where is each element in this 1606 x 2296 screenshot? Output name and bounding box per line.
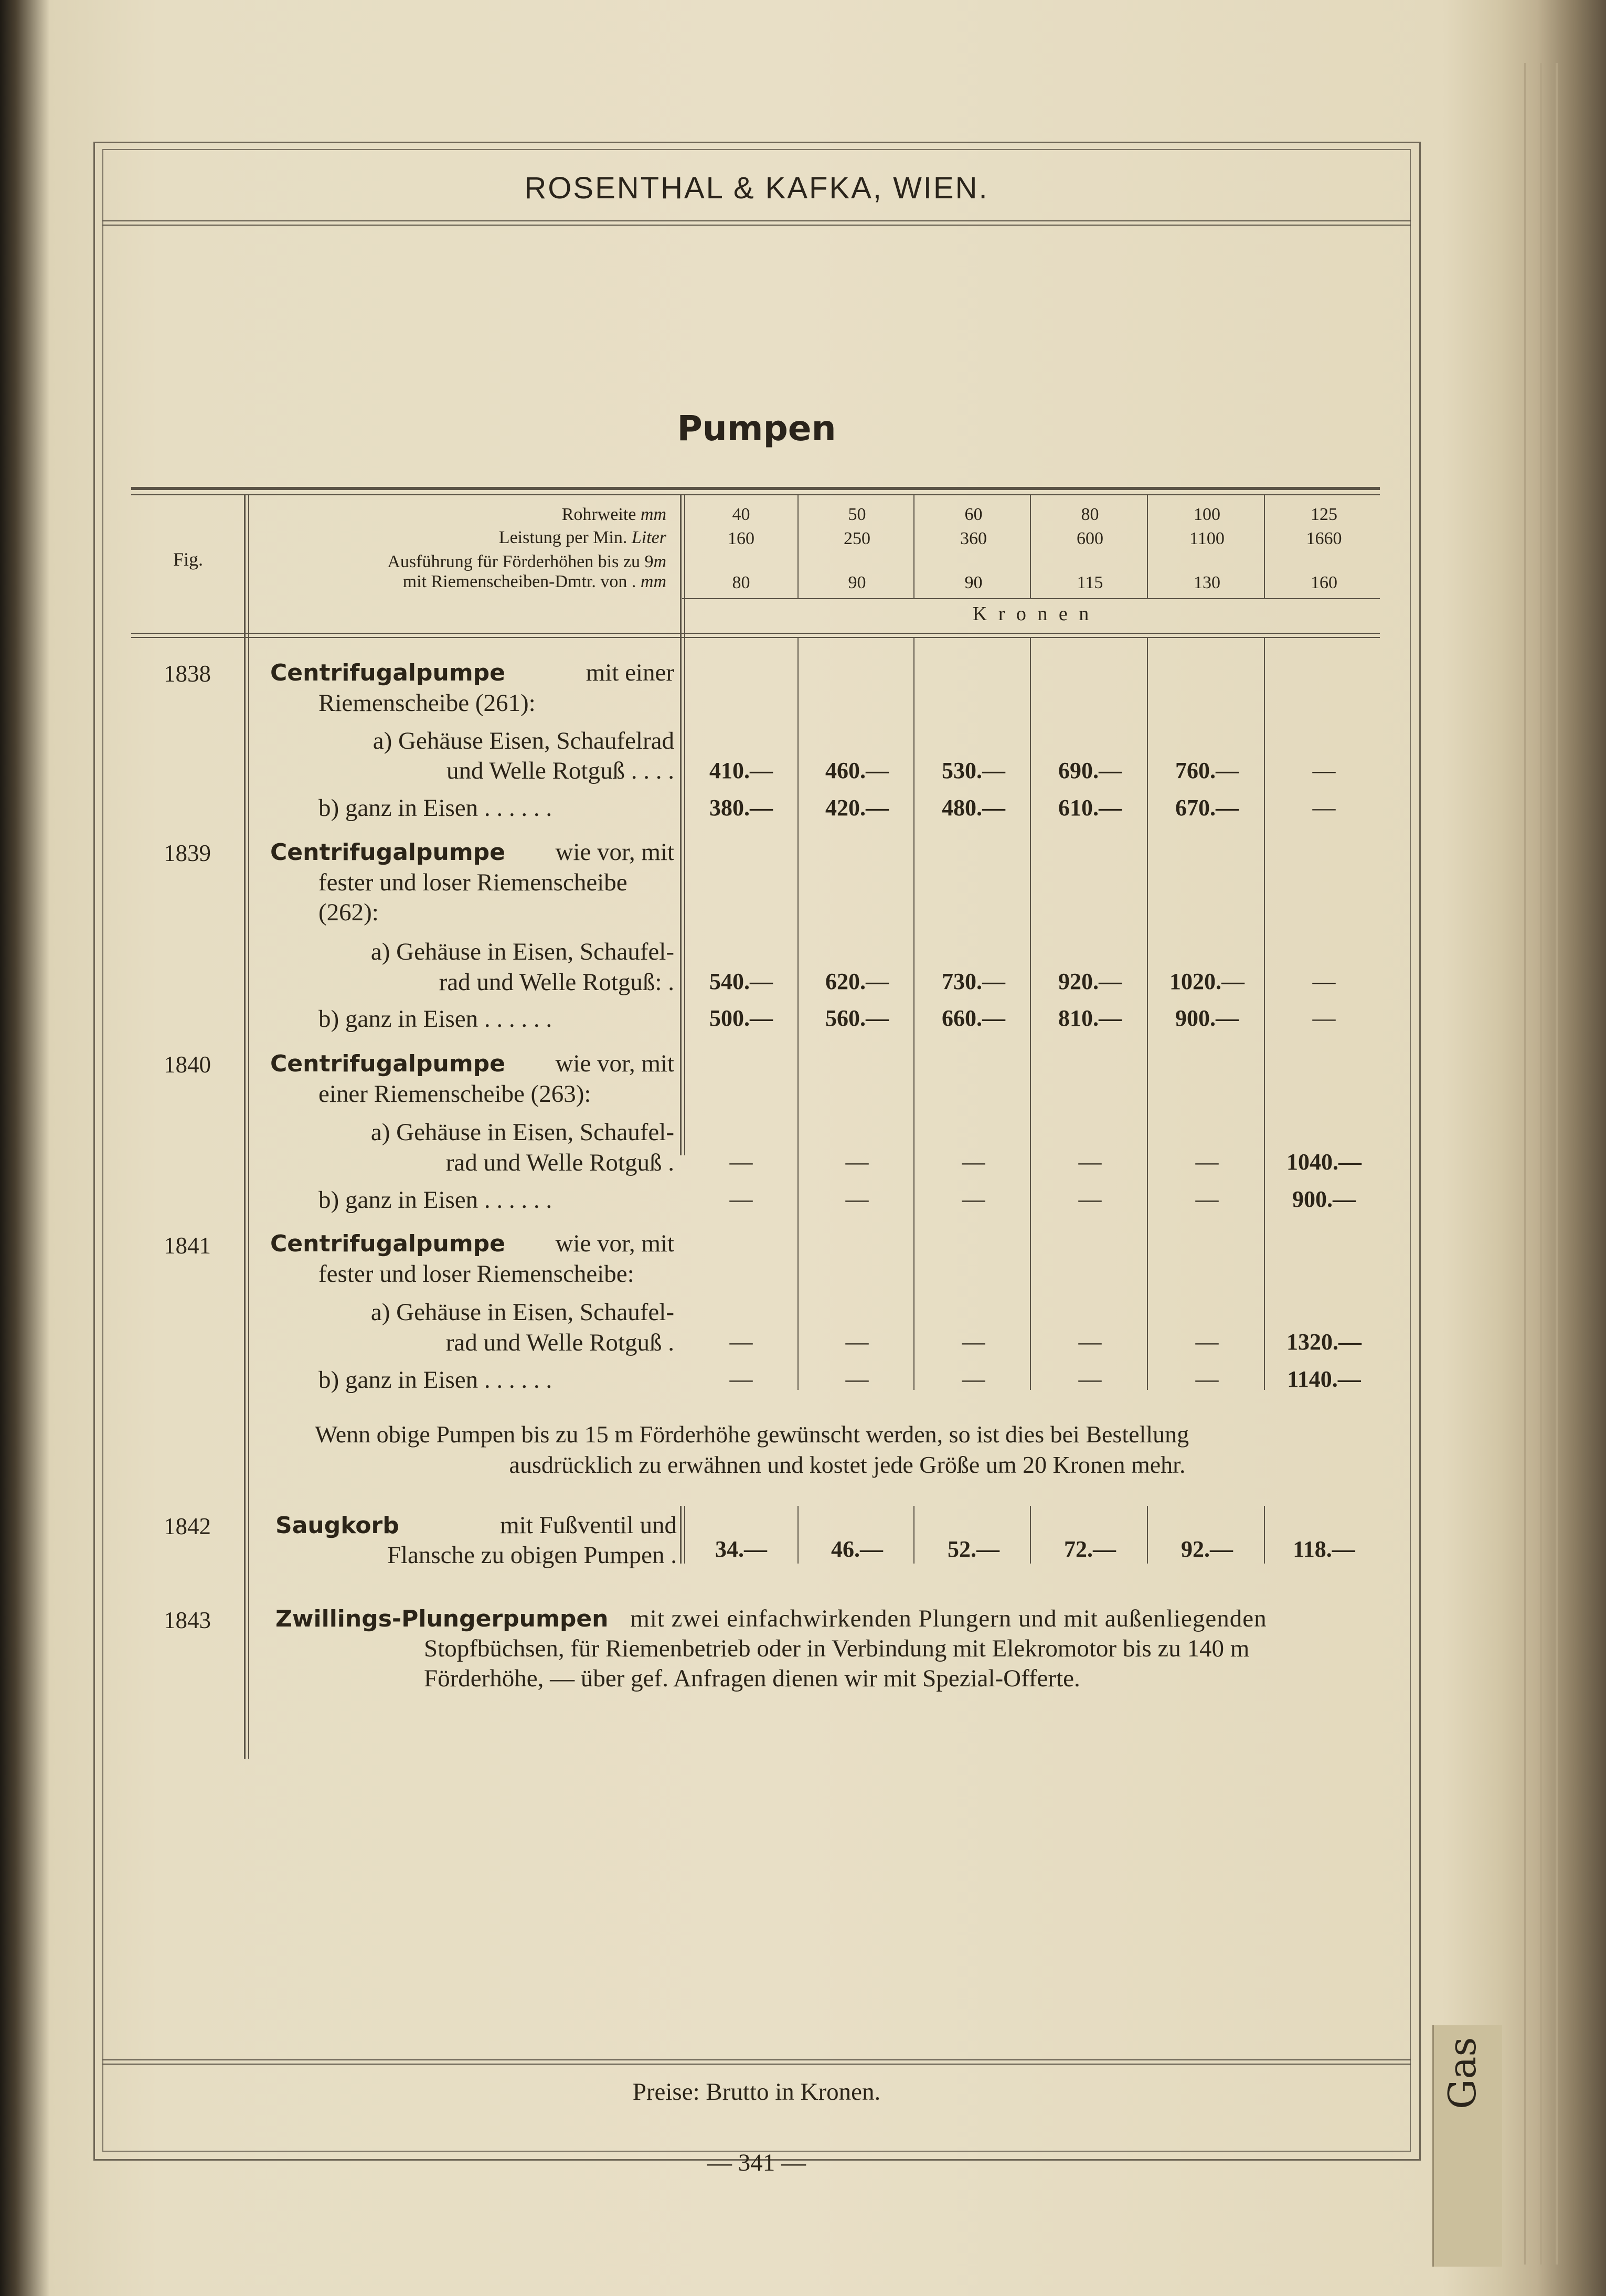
item-desc-line: fester und loser Riemenscheibe: (318, 1260, 634, 1288)
item-desc-line: Förderhöhe, — über gef. Anfragen dienen wir mit Spezial-Offerte. (424, 1665, 1080, 1692)
variant-b-line: b) ganz in Eisen . . . . . . (318, 1005, 552, 1033)
col-divider (913, 1506, 914, 1564)
rohrweite-value: 40 (732, 505, 750, 524)
price-cell: — (1195, 1149, 1219, 1175)
item-desc-line: Flansche zu obigen Pumpen . (387, 1542, 677, 1569)
price-cell: — (1078, 1149, 1102, 1175)
price-cell: — (845, 1149, 869, 1175)
price-cell: 1040.— (1286, 1149, 1362, 1175)
price-cell: 46.— (831, 1536, 883, 1562)
riemenscheibe-value: 90 (964, 573, 983, 592)
price-cell: — (1078, 1329, 1102, 1355)
variant-a-line: und Welle Rotguß . . . . (446, 757, 674, 784)
price-cell: 530.— (942, 758, 1005, 783)
price-cell: — (845, 1366, 869, 1392)
price-cell: 660.— (942, 1005, 1005, 1031)
fig-number: 1842 (164, 1513, 211, 1539)
price-cell: 920.— (1058, 969, 1122, 994)
item-desc-line: Riemenscheibe (261): (318, 689, 536, 717)
item-title-line: Centrifugalpumpe wie vor, mit (270, 1050, 674, 1077)
fig-column-header: Fig. (173, 549, 204, 570)
item-title-line: Centrifugalpumpe mit einer (270, 659, 674, 686)
riemenscheibe-value: 115 (1077, 573, 1103, 592)
leistung-value: 160 (728, 529, 754, 548)
item-desc-line: einer Riemenscheibe (263): (318, 1080, 591, 1108)
foerderhoehe-label: Ausführung für Förderhöhen bis zu 9m (387, 552, 666, 571)
price-cell: 610.— (1058, 795, 1122, 821)
price-cell: — (1312, 758, 1336, 783)
desc-column-divider (684, 494, 685, 1155)
page-number: — 341 — (707, 2149, 806, 2176)
price-cell: 52.— (948, 1536, 999, 1562)
price-cell: 1140.— (1287, 1366, 1361, 1392)
price-cell: 420.— (825, 795, 889, 821)
item-title-line: Saugkorb mit Fußventil und (275, 1512, 677, 1539)
price-cell: 690.— (1058, 758, 1122, 783)
page-edge (1524, 63, 1526, 2265)
item-name: Centrifugalpumpe (270, 839, 506, 866)
table-top-rule (131, 487, 1380, 490)
riemenscheibe-value: 90 (848, 573, 866, 592)
company-header: ROSENTHAL & KAFKA, WIEN. (524, 171, 989, 205)
variant-a-line: rad und Welle Rotguß . (445, 1149, 674, 1176)
desc-column-divider (680, 1506, 682, 1564)
price-cell: 1020.— (1169, 969, 1245, 994)
price-cell: 92.— (1181, 1536, 1233, 1562)
item-name: Zwillings-Plungerpumpen (275, 1606, 609, 1632)
price-cell: — (1312, 969, 1336, 994)
price-cell: 480.— (942, 795, 1005, 821)
price-cell: — (1195, 1366, 1219, 1392)
leistung-value: 250 (844, 529, 870, 548)
header-rule (102, 225, 1411, 226)
fig-column-divider (248, 494, 249, 1759)
col-divider (1264, 637, 1265, 1390)
price-cell: — (729, 1186, 753, 1212)
col-divider (913, 637, 914, 1390)
price-cell: 1320.— (1286, 1329, 1362, 1355)
item-title-line: Centrifugalpumpe wie vor, mit (270, 1230, 674, 1257)
header-bottom-rule (131, 637, 1380, 638)
price-cell: 380.— (709, 795, 773, 821)
variant-a-line: a) Gehäuse in Eisen, Schaufel- (370, 1299, 674, 1326)
price-cell: — (845, 1329, 869, 1355)
price-cell: 620.— (825, 969, 889, 994)
col-divider (1147, 1506, 1148, 1564)
item-title-line: Zwillings-Plungerpumpen mit zwei einfachwirkenden Plungern und mit außenliegenden (275, 1605, 1267, 1632)
price-cell: — (729, 1329, 753, 1355)
currency-header: K r o n e n (972, 603, 1092, 625)
price-cell: 670.— (1175, 795, 1239, 821)
variant-a-line: rad und Welle Rotguß . (445, 1329, 674, 1356)
price-cell: 810.— (1058, 1005, 1122, 1031)
price-cell: — (1078, 1186, 1102, 1212)
rohrweite-value: 125 (1311, 505, 1337, 524)
price-cell: 72.— (1064, 1536, 1116, 1562)
price-cell: 410.— (709, 758, 773, 783)
col-divider (797, 1506, 799, 1564)
price-cell: — (1312, 1005, 1336, 1031)
item-desc-line: Stopfbüchsen, für Riemenbetrieb oder in Verbindung mit Elekromotor bis zu 140 m (424, 1635, 1250, 1662)
fig-number: 1843 (164, 1607, 211, 1633)
price-cell: — (729, 1149, 753, 1175)
leistung-label: Leistung per Min. Liter (498, 528, 666, 547)
price-cell: — (962, 1149, 985, 1175)
item-name: Saugkorb (275, 1512, 399, 1539)
price-cell: — (962, 1366, 985, 1392)
rohrweite-label: Rohrweite mm (561, 505, 666, 524)
rohrweite-value: 100 (1194, 505, 1220, 524)
variant-a-line: a) Gehäuse Eisen, Schaufelrad (373, 727, 674, 754)
item-desc-line: fester und loser Riemenscheibe (318, 869, 627, 896)
price-cell: 900.— (1292, 1186, 1356, 1212)
col-divider (913, 494, 914, 599)
rohrweite-value: 50 (848, 505, 866, 524)
rohrweite-value: 80 (1081, 505, 1099, 524)
price-cell: — (729, 1366, 753, 1392)
col-divider (1147, 494, 1148, 599)
col-divider (1030, 1506, 1031, 1564)
fig-number: 1839 (164, 840, 211, 866)
page-title: Pumpen (677, 408, 836, 449)
price-cell: — (962, 1186, 985, 1212)
page-edge (1540, 63, 1542, 2265)
surcharge-note: Wenn obige Pumpen bis zu 15 m Förderhöhe gewünscht werden, so ist dies bei Bestellung ausdrücklich zu erwähnen und kostet jede Größe um 20 Kronen mehr. (315, 1421, 1189, 1478)
riemenscheibe-label: mit Riemenscheiben-Dmtr. von . mm (402, 572, 666, 591)
price-cell: 34.— (715, 1536, 767, 1562)
page-edge (1556, 63, 1558, 2265)
header-rule (102, 220, 1411, 221)
price-cell: — (1195, 1329, 1219, 1355)
section-tab-label: Gas (1440, 2037, 1484, 2109)
leistung-value: 360 (960, 529, 987, 548)
item-name: Centrifugalpumpe (270, 1050, 506, 1077)
col-divider (1264, 494, 1265, 599)
variant-b-line: b) ganz in Eisen . . . . . . (318, 1186, 552, 1214)
price-cell: — (1078, 1366, 1102, 1392)
price-cell: — (1195, 1186, 1219, 1212)
riemenscheibe-value: 160 (1311, 573, 1337, 592)
fig-number: 1840 (164, 1051, 211, 1078)
col-divider (1264, 1506, 1265, 1564)
table-top-rule (131, 494, 1380, 495)
price-cell: 760.— (1175, 758, 1239, 783)
footer-rule (102, 2064, 1411, 2065)
col-divider (1030, 637, 1031, 1390)
col-divider (1030, 494, 1031, 599)
price-cell: — (962, 1329, 985, 1355)
item-title-line: Centrifugalpumpe wie vor, mit (270, 838, 674, 866)
rohrweite-value: 60 (964, 505, 983, 524)
col-divider (797, 637, 799, 1390)
fig-column-divider (244, 494, 246, 1759)
leistung-value: 1100 (1189, 529, 1225, 548)
variant-b-line: b) ganz in Eisen . . . . . . (318, 1366, 552, 1394)
riemenscheibe-value: 130 (1194, 573, 1220, 592)
item-name: Centrifugalpumpe (270, 660, 506, 686)
price-cell: 900.— (1175, 1005, 1239, 1031)
variant-b-line: b) ganz in Eisen . . . . . . (318, 794, 552, 822)
price-cell: 460.— (825, 758, 889, 783)
price-note-footer: Preise: Brutto in Kronen. (632, 2078, 881, 2106)
desc-column-divider (680, 494, 682, 1155)
price-cell: 540.— (709, 969, 773, 994)
col-divider (797, 494, 799, 599)
leistung-value: 600 (1077, 529, 1103, 548)
price-cell: 500.— (709, 1005, 773, 1031)
riemenscheibe-value: 80 (732, 573, 750, 592)
variant-a-line: rad und Welle Rotguß: . (439, 969, 674, 996)
variant-a-line: a) Gehäuse in Eisen, Schaufel- (370, 938, 674, 965)
price-cell: — (1312, 795, 1336, 821)
footer-rule (102, 2059, 1411, 2060)
price-cell: 560.— (825, 1005, 889, 1031)
header-bottom-rule (131, 633, 1380, 634)
item-desc-line: (262): (318, 899, 379, 926)
fig-number: 1838 (164, 661, 211, 687)
price-cell: — (845, 1186, 869, 1212)
item-name: Centrifugalpumpe (270, 1230, 506, 1257)
variant-a-line: a) Gehäuse in Eisen, Schaufel- (370, 1119, 674, 1146)
price-cell: 730.— (942, 969, 1005, 994)
currency-rule (682, 598, 1380, 599)
leistung-value: 1660 (1306, 529, 1342, 548)
col-divider (1147, 637, 1148, 1390)
price-cell: 118.— (1293, 1536, 1355, 1562)
fig-number: 1841 (164, 1232, 211, 1259)
